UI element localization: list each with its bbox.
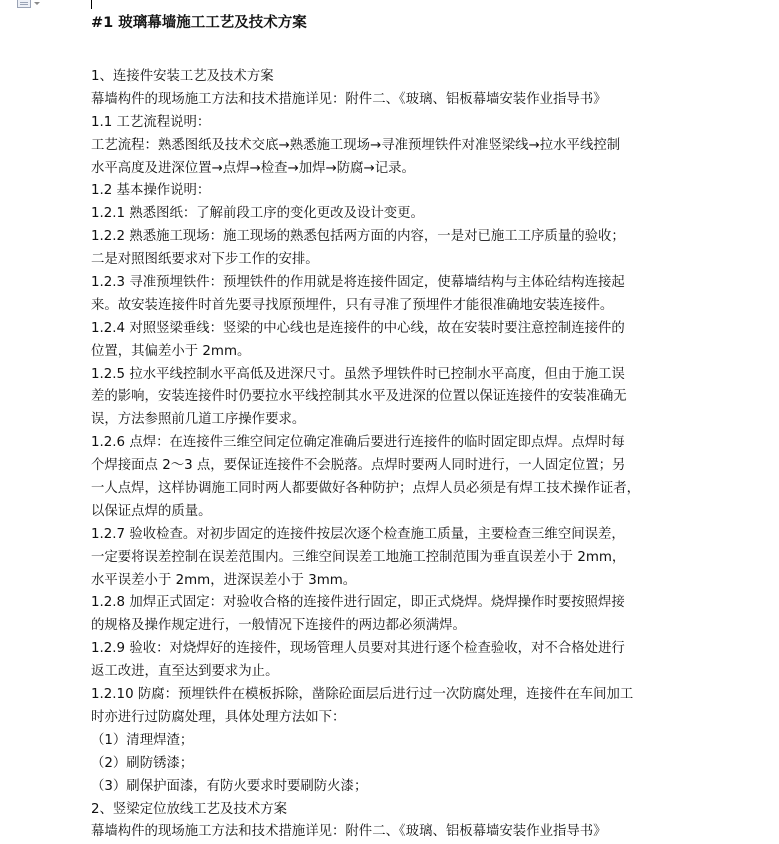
text-line: 1.2.6 点焊：在连接件三维空间定位确定准确后要进行连接件的临时固定即点焊。点焊时每 [91,435,625,451]
text-line: 水平高度及进深位置→点焊→检查→加焊→防腐→记录。 [91,160,415,176]
text-line: 个焊接面点 2～3 点，要保证连接件不会脱落。点焊时要两人同时进行，一人固定位置；另 [91,458,626,474]
text-cursor [91,0,92,9]
text-line: 返工改进，直至达到要求为止。 [91,664,279,680]
text-line: 1.2.8 加焊正式固定：对验收合格的连接件进行固定，即正式烧焊。烧焊操作时要按照焊接 [91,595,625,611]
text-line: 1.1 工艺流程说明： [91,114,211,130]
text-line: 1.2 基本操作说明： [91,183,211,199]
text-line: 来。故安装连接件时首先要寻找原预埋件，只有寻准了预埋件才能很准确地安装连接件。 [91,297,614,313]
document-body[interactable] [91,12,771,844]
text-line: 位置，其偏差小于 2mm。 [91,343,251,359]
dropdown-arrow-icon[interactable] [34,2,40,5]
text-line: 1.2.2 熟悉施工现场：施工现场的熟悉包括两方面的内容，一是对已施工工序质量的验收； [91,229,625,245]
document-paragraphs [91,66,771,844]
text-line: 1.2.10 防腐：预埋铁件在模板拆除，凿除砼面层后进行过一次防腐处理，连接件在车间加工 [91,687,634,703]
text-line: 时亦进行过防腐处理，具体处理方法如下： [91,709,346,725]
text-line: 的规格及操作规定进行，一般情况下连接件的两边都必须满焊。 [91,618,466,634]
text-line: 差的影响，安装连接件时仍要拉水平线控制其水平及进深的位置以保证连接件的安装准确无 [91,389,627,405]
text-line: （2）刷防锈漆； [91,755,194,771]
document-icon[interactable] [17,0,31,8]
text-line: 1.2.4 对照竖梁垂线：竖梁的中心线也是连接件的中心线，故在安装时要注意控制连接件的 [91,320,625,336]
document-title: #1 玻璃幕墙施工工艺及技术方案 [91,15,307,31]
text-line: 1、连接件安装工艺及技术方案 [91,69,274,84]
text-line: （3）刷保护面漆，有防火要求时要刷防火漆； [91,778,368,794]
text-line: 误，方法参照前几道工序操作要求。 [91,412,306,428]
text-line: 以保证点焊的质量。 [91,503,212,519]
text-line: 一人点焊，这样协调施工同时两人都要做好各种防护；点焊人员必须是有焊工技术操作证者， [91,481,641,497]
text-line: 1.2.5 拉水平线控制水平高低及进深尺寸。虽然予埋铁件时已控制水平高度，但由于施工误 [91,366,625,382]
text-line: 1.2.9 验收：对烧焊好的连接件，现场管理人员要对其进行逐个检查验收，对不合格处进行 [91,641,625,657]
text-line: 2、竖梁定位放线工艺及技术方案 [91,801,287,817]
text-line: 幕墙构件的现场施工方法和技术措施详见：附件二、《玻璃、铝板幕墙安装作业指导书》 [91,824,607,840]
text-line: 二是对照图纸要求对下步工作的安排。 [91,252,319,268]
text-line: （1）清理焊渣； [91,732,194,748]
text-line: 1.2.7 验收检查。对初步固定的连接件按层次逐个检查施工质量，主要检查三维空间误差， [91,526,625,542]
text-line: 工艺流程：熟悉图纸及技术交底→熟悉施工现场→寻准预埋铁件对准竖梁线→拉水平线控制 [91,137,621,153]
text-line: 水平误差小于 2mm，进深误差小于 3mm。 [91,572,357,588]
text-line: 一定要将误差控制在误差范围内。三维空间误差工地施工控制范围为垂直误差小于 2mm， [91,549,626,565]
text-line: 幕墙构件的现场施工方法和技术措施详见：附件二、《玻璃、铝板幕墙安装作业指导书》 [91,91,607,107]
text-line: 1.2.3 寻准预埋铁件：预埋铁件的作用就是将连接件固定，使幕墙结构与主体砼结构连接起 [91,275,625,291]
text-line: 1.2.1 熟悉图纸：了解前段工序的变化更改及设计变更。 [91,206,424,222]
